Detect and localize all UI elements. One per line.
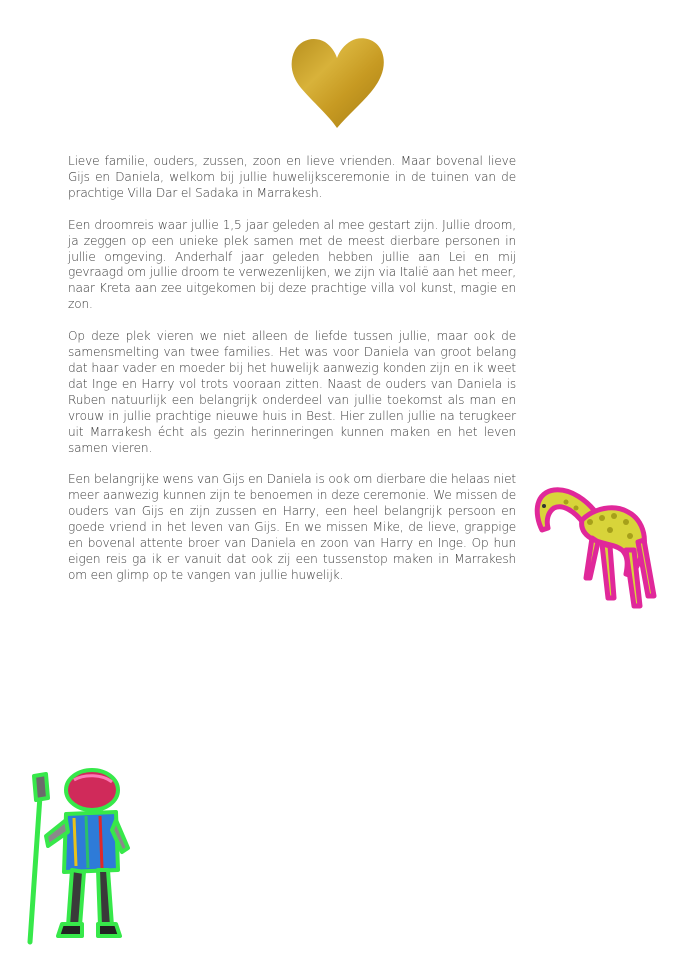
paragraph: Op deze plek vieren we niet alleen de liefde tussen jullie, maar ook de samensmelting van twee families. Het was voor Daniela van groot belang dat haar vader en moeder bij het huwelijk aanwezig konden zijn en ik weet dat Inge en Harry vol trots vooraan zitten. Naast de ouders van Daniela is Ruben natuurlijk een belangrijk onderdeel van jullie toekomst als man en vrouw in jullie prachtige nieuwe huis in Best. Hier zullen jullie na terugkeer uit Marrakesh écht als gezin herinneringen kunnen maken en het leven samen vieren. [68, 329, 516, 455]
letter-body [68, 154, 516, 600]
paragraph: Een droomreis waar jullie 1,5 jaar geleden al mee gestart zijn. Jullie droom, ja zeggen op een unieke plek samen met de meest dierbare personen in jullie omgeving. Anderhalf jaar geleden hebben jullie aan Lei en mij gevraagd om jullie droom te verwezenlijken, we zijn via Italië aan het meer, naar Kreta aan zee uitgekomen bij deze prachtige villa vol kunst, magie en zon. [68, 217, 516, 312]
paragraph: Een belangrijke wens van Gijs en Daniela is ook om dierbare die helaas niet meer aanwezig kunnen zijn te benoemen in deze ceremonie. We missen de ouders van Gijs en zijn zussen en Harry, een heel belangrijk persoon en goede vriend in het leven van Gijs. En we missen Mike, de lieve, grappige en bovenal attente broer van Daniela en zoon van Harry en Inge. Op hun eigen reis ga ik er vanuit dat ook zij een tussenstop maken in Marrakesh om een glimp op te vangen van jullie huwelijk. [68, 472, 516, 582]
giraffe-icon [530, 478, 658, 614]
paragraph: Lieve familie, ouders, zussen, zoon en lieve vrienden. Maar bovenal lieve Gijs en Daniela, welkom bij jullie huwelijksceremonie in de tuinen van de prachtige Villa Dar el Sadaka in Marrakesh. [68, 154, 516, 200]
gold-heart-icon [289, 36, 385, 130]
gardener-with-shovel-icon [18, 766, 142, 948]
